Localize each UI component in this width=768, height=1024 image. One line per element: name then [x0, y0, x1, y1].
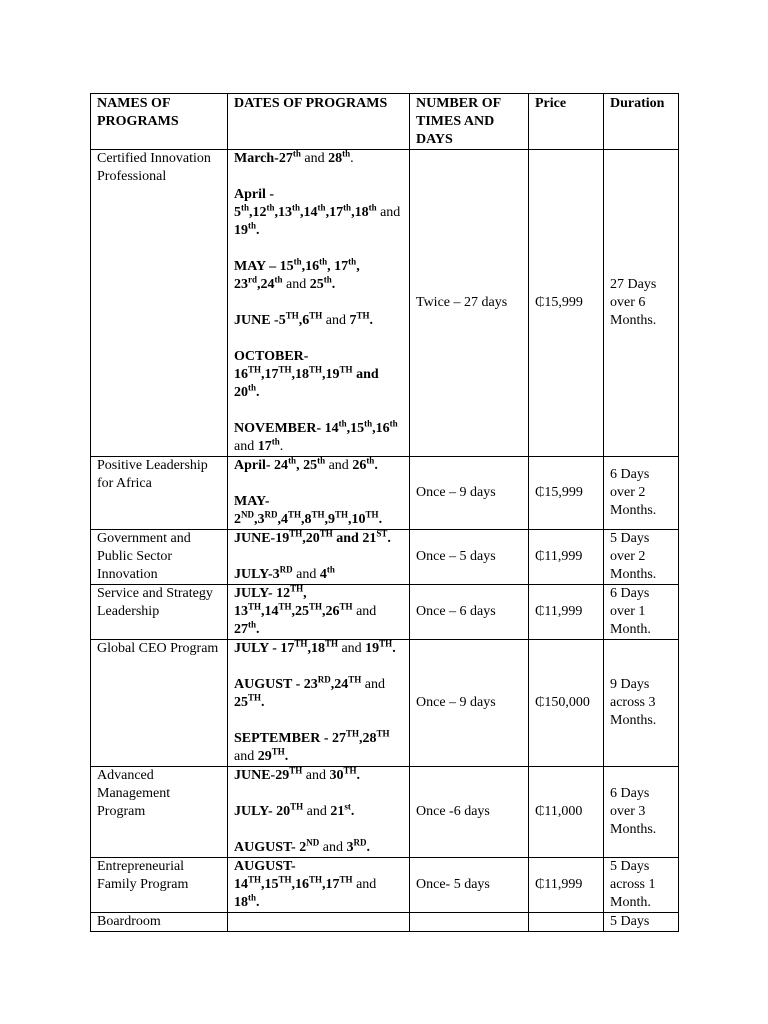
dates-line: April- 24th, 25th and 26th. — [234, 456, 378, 473]
table-row — [91, 640, 679, 767]
program-number: Once -6 days — [410, 767, 529, 858]
program-duration: 6 Days over 3 Months. — [604, 767, 679, 858]
program-name: Government and Public Sector Innovation — [91, 530, 228, 585]
program-number: Once- 5 days — [410, 858, 529, 913]
dates-line: JULY - 17TH,18TH and 19TH. — [234, 639, 396, 656]
program-number: Once – 9 days — [410, 640, 529, 767]
program-name: Positive Leadership for Africa — [91, 457, 228, 530]
program-number: Twice – 27 days — [410, 150, 529, 457]
program-price: ₵11,000 — [529, 767, 604, 858]
program-price: ₵11,999 — [529, 585, 604, 640]
program-price: ₵15,999 — [529, 150, 604, 457]
table-row — [91, 767, 679, 858]
program-dates — [228, 640, 410, 767]
program-duration: 5 Days — [604, 913, 679, 932]
program-dates — [228, 585, 410, 640]
header-names: NAMES OF PROGRAMS — [91, 94, 228, 150]
dates-line: MAY- 2ND,3RD,4TH,8TH,9TH,10TH. — [234, 494, 383, 527]
dates-line: AUGUST- 14TH,15TH,16TH,17TH and 18th. — [234, 859, 377, 910]
program-price: ₵11,999 — [529, 530, 604, 585]
program-duration: 5 Days over 2 Months. — [604, 530, 679, 585]
program-number: Once – 9 days — [410, 457, 529, 530]
program-name: Certified Innovation Professional — [91, 150, 228, 457]
table-row — [91, 913, 679, 932]
header-duration: Duration — [604, 94, 679, 150]
dates-line: OCTOBER- 16TH,17TH,18TH,19TH and 20th. — [234, 349, 379, 400]
dates-line: JUNE -5TH,6TH and 7TH. — [234, 310, 373, 328]
program-dates — [228, 767, 410, 858]
programs-table — [90, 93, 679, 932]
program-price: ₵15,999 — [529, 457, 604, 530]
program-price — [529, 913, 604, 932]
header-number: NUMBER OF TIMES AND DAYS — [410, 94, 529, 150]
program-price: ₵11,999 — [529, 858, 604, 913]
dates-line: April - 5th,12th,13th,14th,17th,18th and 19th. — [234, 187, 401, 238]
program-name: Entrepreneurial Family Program — [91, 858, 228, 913]
program-dates — [228, 858, 410, 913]
program-number: Once – 5 days — [410, 530, 529, 585]
program-number: Once – 6 days — [410, 585, 529, 640]
header-dates: DATES OF PROGRAMS — [228, 94, 410, 150]
program-name: Advanced Management Program — [91, 767, 228, 858]
table-row — [91, 457, 679, 530]
dates-line: NOVEMBER- 14th,15th,16th and 17th. — [234, 418, 398, 454]
program-duration: 5 Days across 1 Month. — [604, 858, 679, 913]
program-dates — [228, 530, 410, 585]
program-price: ₵150,000 — [529, 640, 604, 767]
table-row — [91, 585, 679, 640]
program-dates — [228, 913, 410, 932]
dates-line: JULY- 12TH, 13TH,14TH,25TH,26TH and 27th. — [234, 584, 377, 637]
dates-line: SEPTEMBER - 27TH,28TH and 29TH. — [234, 728, 390, 764]
program-duration: 9 Days across 3 Months. — [604, 640, 679, 767]
program-duration: 6 Days over 1 Month. — [604, 585, 679, 640]
program-number — [410, 913, 529, 932]
dates-line: JULY-3RD and 4th — [234, 564, 335, 582]
table-row — [91, 150, 679, 457]
table-row — [91, 530, 679, 585]
header-row — [91, 94, 679, 150]
dates-line: AUGUST- 2ND and 3RD. — [234, 837, 370, 855]
program-name: Boardroom — [91, 913, 228, 932]
program-dates — [228, 457, 410, 530]
dates-line: March-27th and 28th. — [234, 149, 354, 166]
program-duration: 6 Days over 2 Months. — [604, 457, 679, 530]
dates-line: JULY- 20TH and 21st. — [234, 801, 355, 819]
dates-line: MAY – 15th,16th, 17th, 23rd,24th and 25th. — [234, 256, 360, 292]
program-dates — [228, 150, 410, 457]
program-name: Service and Strategy Leadership — [91, 585, 228, 640]
dates-line: AUGUST - 23RD,24TH and 25TH. — [234, 674, 385, 710]
program-duration: 27 Days over 6 Months. — [604, 150, 679, 457]
table-row — [91, 858, 679, 913]
header-price: Price — [529, 94, 604, 150]
program-name: Global CEO Program — [91, 640, 228, 767]
dates-line: JUNE-19TH,20TH and 21ST. — [234, 529, 391, 546]
dates-line: JUNE-29TH and 30TH. — [234, 766, 360, 783]
